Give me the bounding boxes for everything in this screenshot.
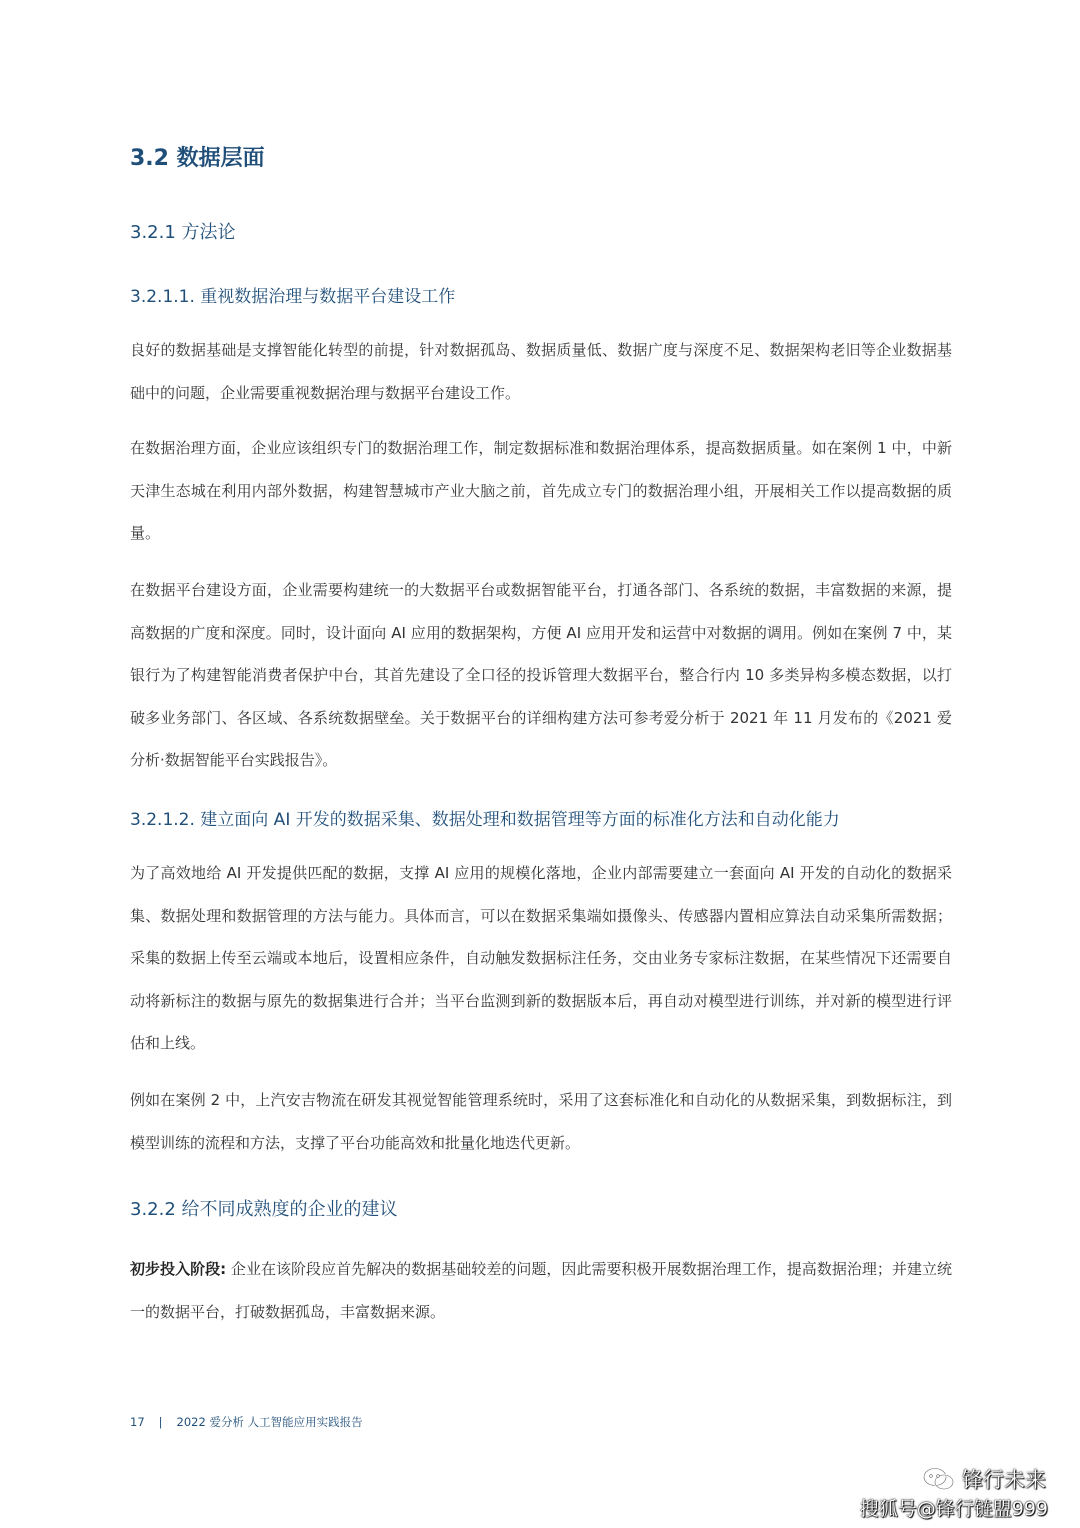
paragraph-initial-stage	[130, 1248, 952, 1333]
paragraph: 为了高效地给 AI 开发提供匹配的数据，支撑 AI 应用的规模化落地，企业内部需要建立一套面向 AI 开发的自动化的数据采集、数据处理和数据管理的方法与能力。具体而言，可以在数据采集端如摄像头、传感器内置相应算法自动采集所需数据；采集的数据上传至云端或本地后，设置相应条件，自动触发数据标注任务，交由业务专家标注数据，在某些情况下还需要自动将新标注的数据与原先的数据集进行合并；当平台监测到新的数据版本后，再自动对模型进行训练，并对新的模型进行评估和上线。	[130, 864, 952, 1052]
paragraph: 在数据平台建设方面，企业需要构建统一的大数据平台或数据智能平台，打通各部门、各系统的数据，丰富数据的来源，提高数据的广度和深度。同时，设计面向 AI 应用的数据架构，方便 AI 应用开发和运营中对数据的调用。例如在案例 7 中，某银行为了构建智能消费者保护中台，其首先建设了全口径的投诉管理大数据平台，整合行内 10 多类异构多模态数据，以打破多业务部门、各区域、各系统数据壁垒。关于数据平台的详细构建方法可参考爱分析于 2021 年 11 月发布的《2021 爱分析·数据智能平台实践报告》。	[130, 581, 952, 769]
stage-label: 初步投入阶段:	[130, 1260, 227, 1278]
page-footer	[130, 1414, 363, 1430]
paragraph: 在数据治理方面，企业应该组织专门的数据治理工作，制定数据标准和数据治理体系，提高数据质量。如在案例 1 中，中新天津生态城在利用内部外数据，构建智慧城市产业大脑之前，首先成立专门的数据治理小组，开展相关工作以提高数据的质量。	[130, 439, 952, 542]
section-title: 3.2 数据层面	[130, 146, 265, 171]
report-title: 2022 爱分析 人工智能应用实践报告	[176, 1415, 363, 1429]
footer-separator: |	[158, 1415, 163, 1429]
stage-text: 企业在该阶段应首先解决的数据基础较差的问题，因此需要积极开展数据治理工作，提高数据治理；并建立统一的数据平台，打破数据孤岛，丰富数据来源。	[130, 1260, 952, 1321]
wechat-icon	[922, 1467, 956, 1491]
subsection-title-maturity-advice: 3.2.2 给不同成熟度的企业的建议	[130, 1199, 398, 1220]
item-title-data-governance: 3.2.1.1. 重视数据治理与数据平台建设工作	[130, 287, 456, 307]
watermark-source: 搜狐号@锋行链盟999	[859, 1498, 1048, 1520]
page-number: 17	[130, 1415, 145, 1429]
watermark-account	[922, 1464, 1046, 1494]
paragraph: 例如在案例 2 中，上汽安吉物流在研发其视觉智能管理系统时，采用了这套标准化和自动化的从数据采集，到数据标注，到模型训练的流程和方法，支撑了平台功能高效和批量化地迭代更新。	[130, 1091, 952, 1152]
item-title-ai-data-standardization: 3.2.1.2. 建立面向 AI 开发的数据采集、数据处理和数据管理等方面的标准化方法和自动化能力	[130, 810, 840, 830]
watermark-account-name: 锋行未来	[962, 1468, 1046, 1492]
subsection-title-methodology: 3.2.1 方法论	[130, 222, 236, 243]
paragraph: 良好的数据基础是支撑智能化转型的前提，针对数据孤岛、数据质量低、数据广度与深度不足、数据架构老旧等企业数据基础中的问题，企业需要重视数据治理与数据平台建设工作。	[130, 341, 952, 402]
